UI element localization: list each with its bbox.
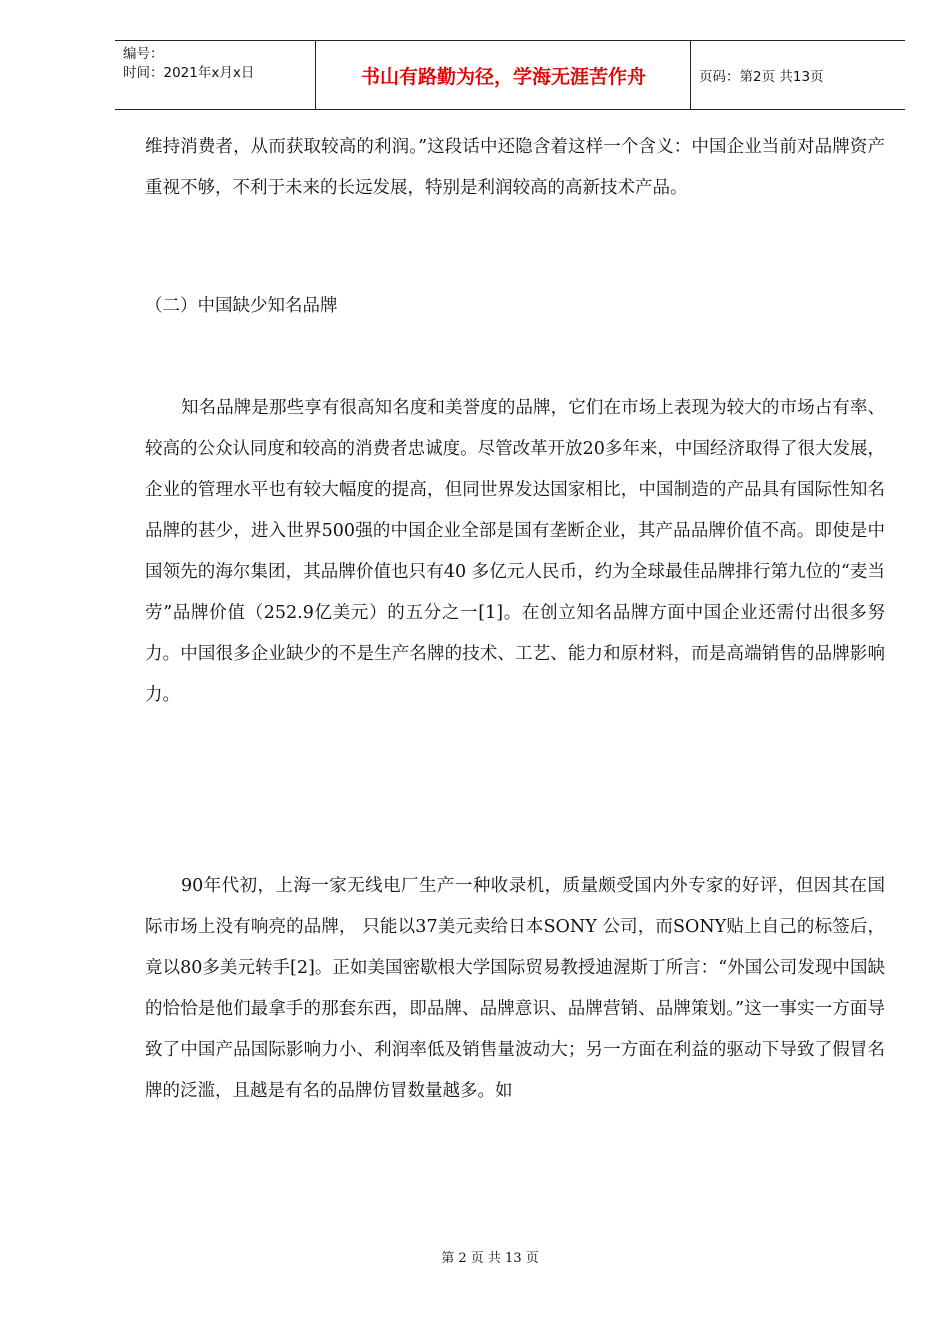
paragraph-famous-brands: 知名品牌是那些享有很高知名度和美誉度的品牌，它们在市场上表现为较大的市场占有率、较高的公众认同度和较高的消费者忠诚度。尽管改革开放20多年来，中国经济取得了很大发展，企业的管理水平也有较大幅度的提高，但同世界发达国家相比，中国制造的产品具有国际性知名品牌的甚少，进入世界500强的中国企业全部是国有垄断企业，其产品品牌价值不高。即使是中国领先的海尔集团，其品牌价值也只有40 多亿元人民币，约为全球最佳品牌排行第九位的“麦当劳”品牌价值（252.9亿美元）的五分之一[1]。在创立知名品牌方面中国企业还需付出很多努力。中国很多企业缺少的不是生产名牌的技术、工艺、能力和原材料，而是高端销售的品牌影响力。 [145, 398, 885, 705]
header-motto: 书山有路勤为径，学海无涯苦作舟 [360, 66, 646, 88]
footer-page-number: 第 2 页 共 13 页 [441, 1251, 539, 1266]
paragraph-continuation: 维持消费者，从而获取较高的利润。”这段话中还隐含着这样一个含义：中国企业当前对品牌资产重视不够，不利于未来的长远发展，特别是利润较高的高新技术产品。 [145, 137, 885, 198]
header-time-label: 时间：2021年x月x日 [123, 65, 255, 81]
section-heading: （二）中国缺少知名品牌 [145, 296, 338, 316]
page-header [115, 40, 905, 110]
header-divider-left [315, 41, 316, 109]
header-divider-right [690, 41, 691, 109]
header-page-label: 页码：第2页 共13页 [699, 69, 824, 85]
page-footer [0, 1247, 950, 1266]
paragraph-radio-example: 90年代初，上海一家无线电厂生产一种收录机，质量颇受国内外专家的好评，但因其在国际市场上没有响亮的品牌， 只能以37美元卖给日本SONY 公司，而SONY贴上自己的标签后，竟以80多美元转手[2]。正如美国密歇根大学国际贸易教授迪渥斯丁所言：“外国公司发现中国缺的恰恰是他们最拿手的那套东西，即品牌、品牌意识、品牌营销、品牌策划。”这一事实一方面导致了中国产品国际影响力小、利润率低及销售量波动大；另一方面在利益的驱动下导致了假冒名牌的泛滥，且越是有名的品牌仿冒数量越多。如 [145, 876, 885, 1101]
header-meta [123, 45, 254, 83]
header-number-label: 编号： [123, 46, 164, 62]
